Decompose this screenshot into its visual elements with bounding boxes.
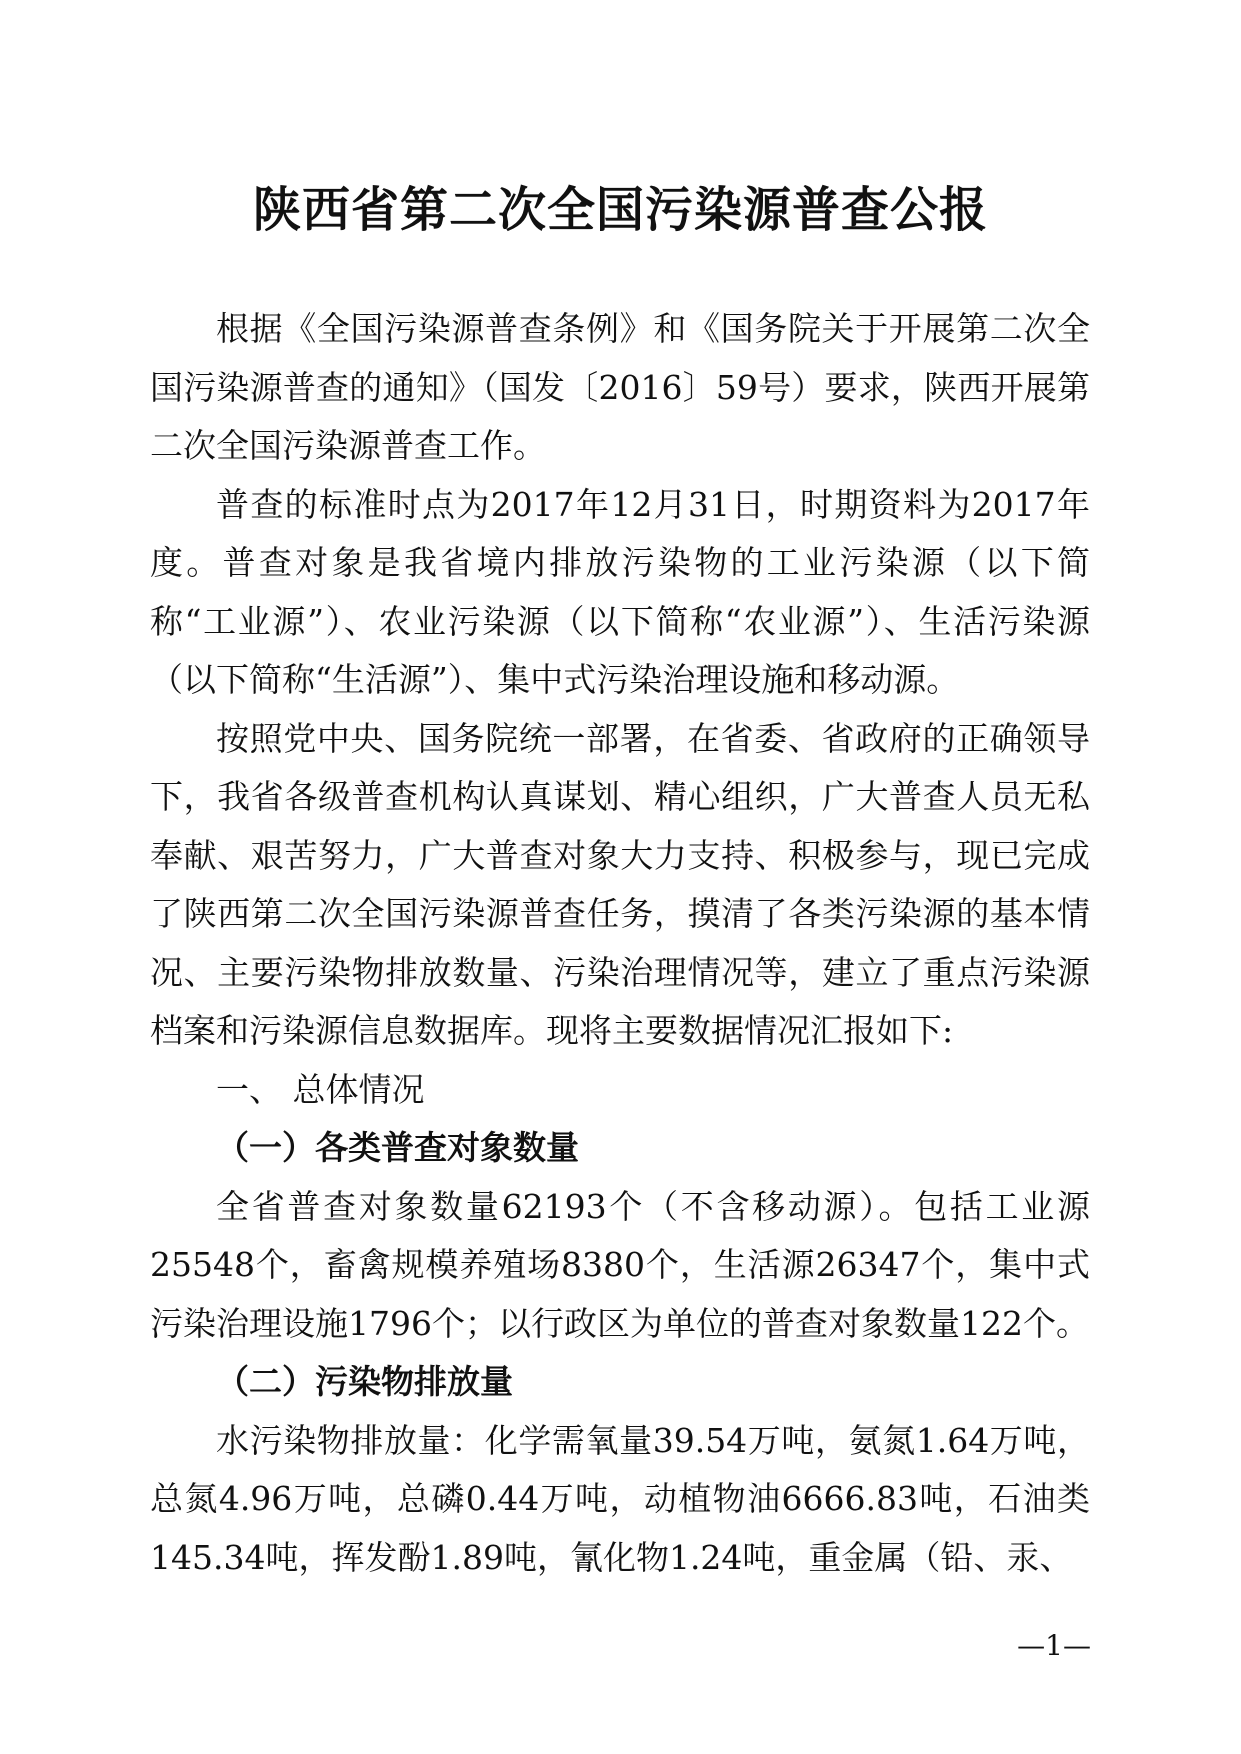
- document-title: 陕西省第二次全国污染源普查公报: [252, 182, 988, 238]
- paragraph-process: 按照党中央、国务院统一部署，在省委、省政府的正确领导下，我省各级普查机构认真谋划、精心组织，广大普查人员无私奉献、艰苦努力，广大普查对象大力支持、积极参与，现已完成了陕西第二次全国污染源普查任务，摸清了各类污染源的基本情况、主要污染物排放数量、污染治理情况等，建立了重点污染源档案和污染源信息数据库。现将主要数据情况汇报如下:: [150, 718, 1090, 1050]
- subsection-heading-objects: （一）各类普查对象数量: [216, 1128, 579, 1167]
- section-heading-overall: 一、 总体情况: [216, 1069, 425, 1109]
- paragraph-intro: 根据《全国污染源普查条例》和《国务院关于开展第二次全国污染源普查的通知》（国发〔2016〕59号）要求，陕西开展第二次全国污染源普查工作。: [150, 309, 1090, 465]
- page-number: —1—: [1017, 1629, 1091, 1662]
- paragraph-water-emissions: 水污染物排放量：化学需氧量39.54万吨，氨氮1.64万吨，总氮4.96万吨，总磷0.44万吨，动植物油6666.83吨，石油类145.34吨，挥发酚1.89吨，氰化物1.24吨，重金属（铅、汞、: [150, 1420, 1090, 1577]
- subsection-heading-emissions: （二）污染物排放量: [216, 1362, 513, 1401]
- document-body: [150, 300, 1090, 1587]
- paragraph-scope: 普查的标准时点为2017年12月31日，时期资料为2017年度。普查对象是我省境内排放污染物的工业污染源（以下简称“工业源”）、农业污染源（以下简称“农业源”）、生活污染源（以下简称“生活源”）、集中式污染治理设施和移动源。: [150, 484, 1090, 699]
- paragraph-object-counts: 全省普查对象数量62193个（不含移动源）。包括工业源25548个，畜禽规模养殖场8380个，生活源26347个，集中式污染治理设施1796个；以行政区为单位的普查对象数量122个。: [150, 1186, 1090, 1343]
